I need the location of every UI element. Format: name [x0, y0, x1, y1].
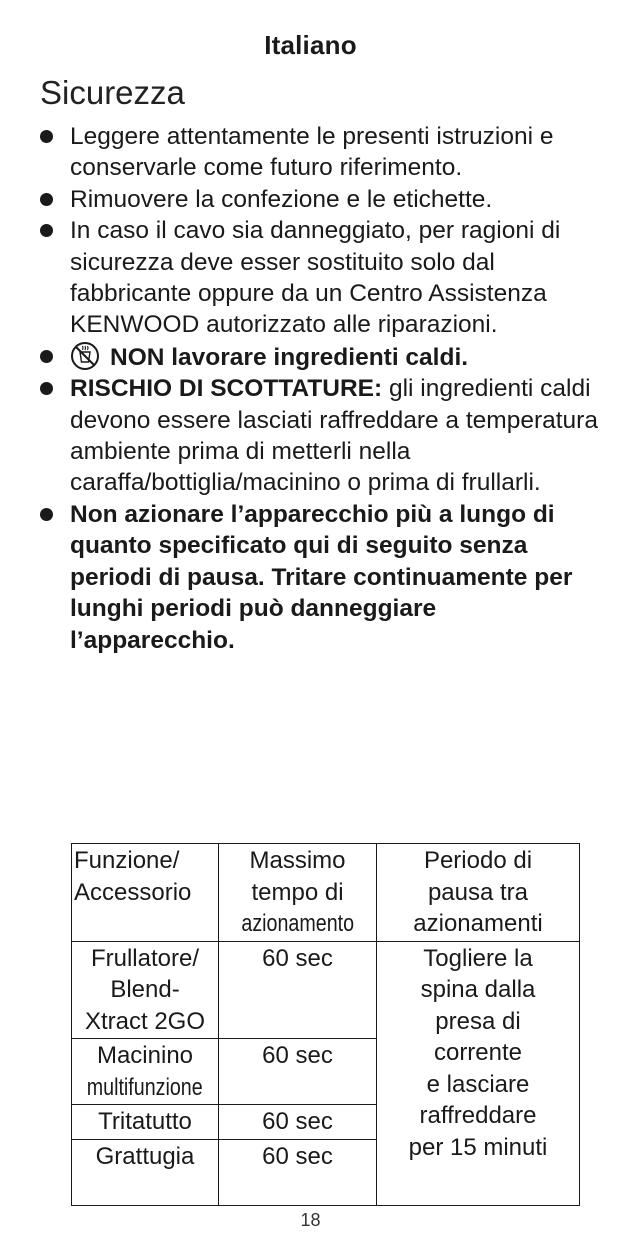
bullet-dot	[40, 130, 53, 143]
table-row	[72, 941, 580, 1039]
bullet-text: In caso il cavo sia danneggiato, per ragioni di sicurezza deve esser sostituito solo dal fabbricante oppure da un Centro Assistenza KENWOOD autorizzato alle riparazioni.	[70, 217, 561, 339]
time-cell: 60 sec	[219, 1105, 377, 1140]
bullet-text: Rimuovere la confezione e le etichette.	[70, 185, 493, 213]
bullet-dot	[40, 224, 53, 237]
bullet-dot	[40, 193, 53, 206]
function-cell: Macinino multifunzione	[72, 1039, 219, 1105]
bullet-bold-text: NON lavorare ingredienti caldi.	[110, 343, 469, 371]
list-item	[40, 184, 600, 215]
function-cell: Frullatore/ Blend- Xtract 2GO	[72, 941, 219, 1039]
language-heading: Italiano	[264, 30, 357, 60]
list-item	[40, 499, 600, 656]
time-cell: 60 sec	[219, 1039, 377, 1105]
no-hot-ingredients-icon	[70, 341, 100, 371]
header-pause-period: Periodo di pausa tra azionamenti	[377, 844, 580, 942]
list-item	[40, 121, 600, 184]
bullet-dot	[40, 382, 53, 395]
header-max-time: Massimo tempo di azionamento	[219, 844, 377, 942]
time-cell: 60 sec	[219, 1139, 377, 1205]
bullet-text: Leggere attentamente le presenti istruzioni e conservarle come futuro riferimento.	[70, 123, 554, 182]
safety-list	[40, 121, 600, 656]
bullet-dot	[40, 350, 53, 363]
list-item	[40, 341, 600, 373]
table-header-row	[72, 844, 580, 942]
bullet-bold-text: Non azionare l’apparecchio più a lungo di quanto specificato qui di seguito senza periodi di pausa. Tritare continuamente per lunghi periodi può danneggiare l’apparecchio.	[70, 500, 573, 654]
section-title: Sicurezza	[40, 74, 185, 111]
pause-cell: Togliere la spina dalla presa di corrente e lasciare raffreddare per 15 minuti	[377, 941, 580, 1205]
operating-times-table	[71, 843, 580, 1206]
header-function: Funzione/ Accessorio	[72, 844, 219, 942]
bullet-bold-text: RISCHIO DI SCOTTATURE:	[70, 375, 383, 403]
bullet-text: gli ingredienti caldi devono essere lasciati raffreddare a temperatura ambiente prima di metterli nella caraffa/bottiglia/macinino o prima di frullarli.	[70, 375, 598, 497]
list-item	[40, 373, 600, 499]
page-number: 18	[300, 1210, 321, 1230]
function-cell: Tritatutto	[72, 1105, 219, 1140]
bullet-dot	[40, 508, 53, 521]
function-cell: Grattugia	[72, 1139, 219, 1205]
time-cell: 60 sec	[219, 941, 377, 1039]
list-item	[40, 215, 600, 341]
